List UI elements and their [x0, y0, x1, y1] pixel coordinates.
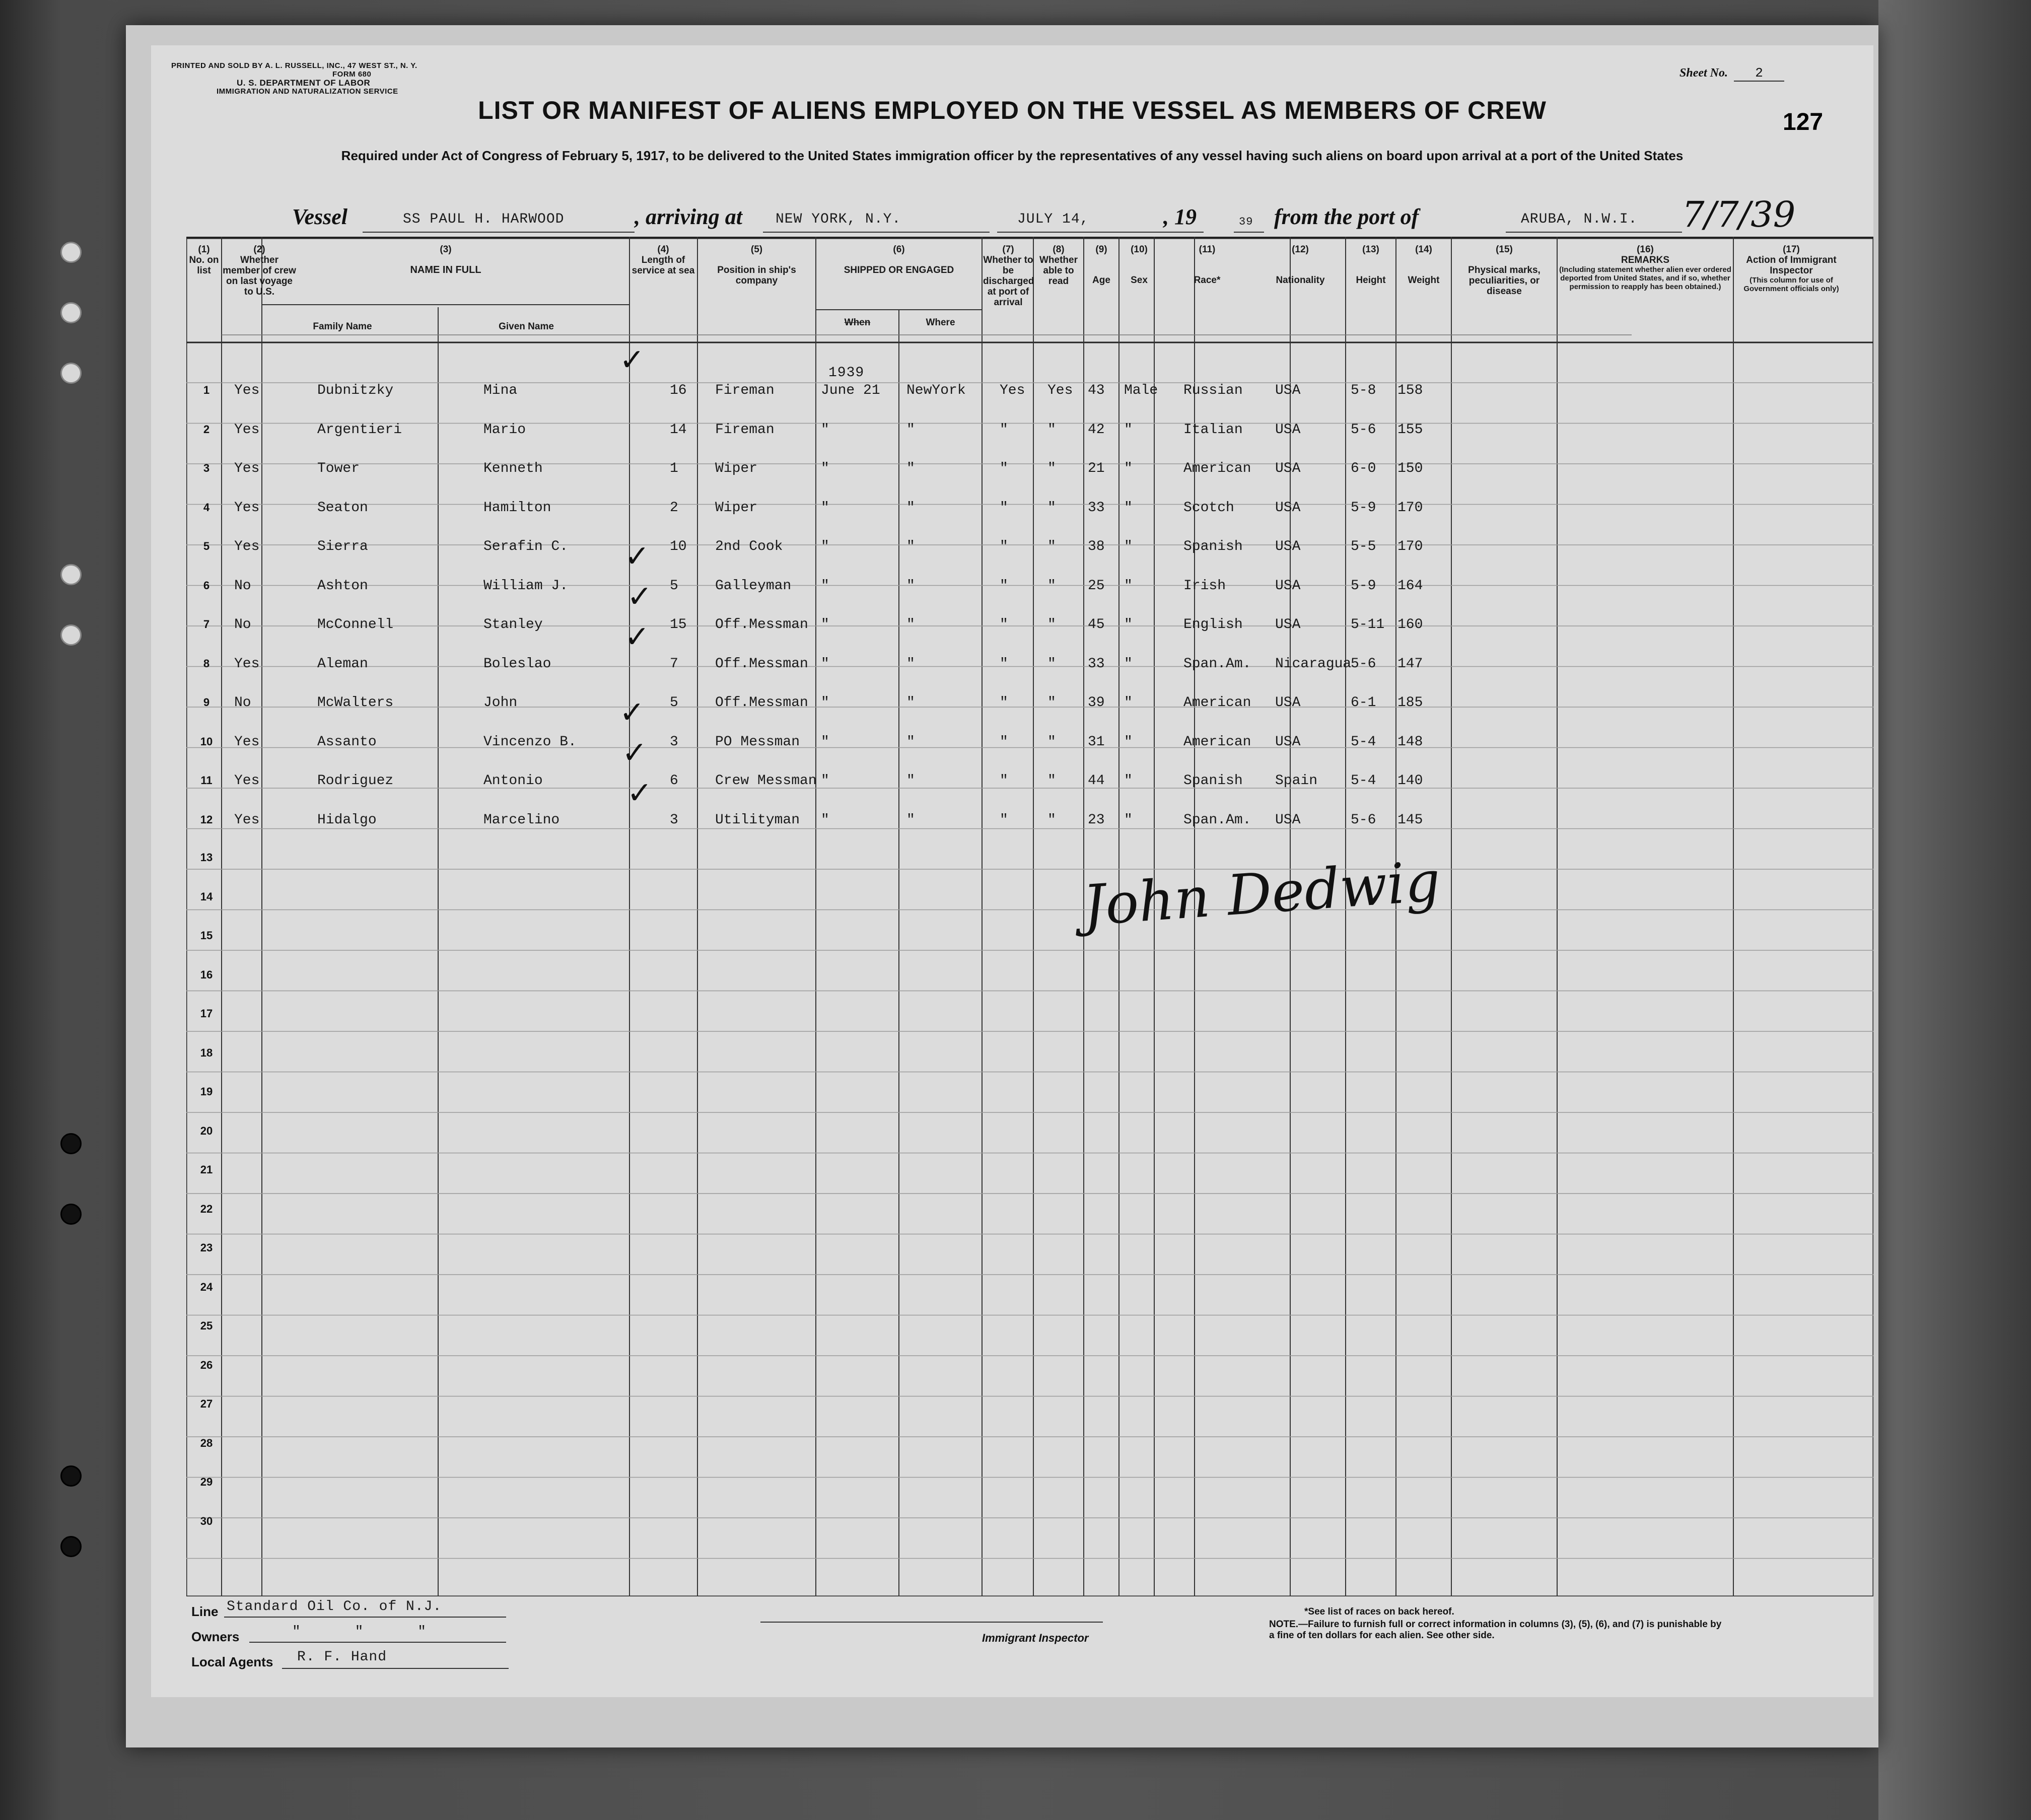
- nationality: USA: [1275, 383, 1301, 398]
- crew-on-last-voyage: Yes: [234, 539, 260, 554]
- length-of-service: 3: [670, 812, 678, 828]
- service-name: IMMIGRATION AND NATURALIZATION SERVICE: [217, 87, 398, 96]
- to-be-discharged: ": [1000, 734, 1008, 750]
- age: 45: [1088, 617, 1105, 633]
- length-of-service: 15: [670, 617, 687, 633]
- row-number: 6: [203, 579, 210, 592]
- height: 6-1: [1351, 695, 1376, 711]
- shipped-where: ": [906, 773, 915, 789]
- row-number: 1: [203, 384, 210, 396]
- length-of-service: 10: [670, 539, 687, 554]
- col-3-header: (3) NAME IN FULL: [410, 244, 481, 275]
- col-11-header: (11) Race*: [1194, 244, 1221, 286]
- to-be-discharged: ": [1000, 500, 1008, 516]
- given-name: Serafin C.: [483, 539, 569, 554]
- agents-value: R. F. Hand: [297, 1649, 387, 1665]
- given-name: Vincenzo B.: [483, 734, 577, 750]
- binder-hole: [60, 564, 82, 585]
- family-name-subheader: Family Name: [313, 321, 372, 332]
- shipped-where: ": [906, 617, 915, 633]
- able-to-read: ": [1047, 773, 1056, 789]
- sheet-number: 2: [1734, 65, 1784, 82]
- shipped-when: ": [821, 461, 829, 476]
- length-of-service: 16: [670, 383, 687, 398]
- weight: 148: [1397, 734, 1423, 750]
- shipped-when: ": [821, 422, 829, 438]
- row-number: 20: [200, 1124, 213, 1137]
- owners-value: " " ": [292, 1624, 427, 1640]
- given-name-subheader: Given Name: [499, 321, 554, 332]
- weight: 170: [1397, 500, 1423, 516]
- length-of-service: 6: [670, 773, 678, 789]
- col-2-header: (2) Whether member of crew on last voyage to U.S.: [223, 244, 296, 297]
- check-mark: ✓: [627, 579, 653, 614]
- sex: ": [1124, 617, 1133, 633]
- length-of-service: 1: [670, 461, 678, 476]
- binder-board: [1878, 0, 2031, 1820]
- nationality: USA: [1275, 461, 1301, 476]
- race: Irish: [1183, 578, 1226, 594]
- action-note: (This column for use of Government officials only): [1743, 276, 1839, 293]
- weight: 155: [1397, 422, 1423, 438]
- to-be-discharged: ": [1000, 695, 1008, 711]
- agents-label: Local Agents: [191, 1654, 273, 1669]
- able-to-read: ": [1047, 812, 1056, 828]
- col-13-header: (13) Height: [1356, 244, 1386, 286]
- age: 23: [1088, 812, 1105, 828]
- shipped-where: ": [906, 539, 915, 554]
- shipped-when: ": [821, 773, 829, 789]
- able-to-read: ": [1047, 578, 1056, 594]
- check-mark: ✓: [624, 539, 650, 574]
- race: Scotch: [1183, 500, 1234, 516]
- race: American: [1183, 461, 1251, 476]
- position: Wiper: [715, 500, 758, 516]
- col-1-header: (1) No. on list: [189, 244, 219, 276]
- col-17-header: (17) Action of Immigrant Inspector (This column for use of Government officials only): [1733, 244, 1849, 293]
- nationality: USA: [1275, 500, 1301, 516]
- arrival-date: JULY 14,: [1017, 212, 1089, 227]
- sex: ": [1124, 500, 1133, 516]
- weight: 147: [1397, 656, 1423, 672]
- shipped-when: ": [821, 617, 829, 633]
- sex: ": [1124, 773, 1133, 789]
- position: Off.Messman: [715, 656, 808, 672]
- printer-imprint: [171, 61, 417, 96]
- races-note: *See list of races on back hereof.: [1304, 1606, 1454, 1617]
- family-name: Ashton: [317, 578, 368, 594]
- sex: ": [1124, 656, 1133, 672]
- length-of-service: 2: [670, 500, 678, 516]
- row-number: 15: [200, 929, 213, 942]
- age: 44: [1088, 773, 1105, 789]
- binder-hole: [60, 624, 82, 646]
- weight: 185: [1397, 695, 1423, 711]
- col-10-header: (10) Sex: [1131, 244, 1148, 286]
- col-8-header: (8) Whether able to read: [1039, 244, 1078, 287]
- col-12-header: (12) Nationality: [1276, 244, 1325, 286]
- age: 42: [1088, 422, 1105, 438]
- position: Galleyman: [715, 578, 792, 594]
- col-4-header: (4) Length of service at sea: [632, 244, 695, 276]
- given-name: Marcelino: [483, 812, 560, 828]
- shipped-when: ": [821, 695, 829, 711]
- able-to-read: ": [1047, 656, 1056, 672]
- col-15-header: (15) Physical marks, peculiarities, or disease: [1468, 244, 1540, 297]
- department-name: U. S. DEPARTMENT OF LABOR: [237, 78, 371, 88]
- able-to-read: ": [1047, 422, 1056, 438]
- row-number: 18: [200, 1046, 213, 1059]
- position: Wiper: [715, 461, 758, 476]
- given-name: John: [483, 695, 518, 711]
- sex: ": [1124, 539, 1133, 554]
- crew-on-last-voyage: Yes: [234, 812, 260, 828]
- height: 5-5: [1351, 539, 1376, 554]
- row-number: 9: [203, 696, 210, 709]
- height: 5-6: [1351, 422, 1376, 438]
- position: Utilityman: [715, 812, 800, 828]
- row-number: 5: [203, 540, 210, 552]
- position: Crew Messman: [715, 773, 817, 789]
- given-name: Mina: [483, 383, 518, 398]
- shipped-when: ": [821, 578, 829, 594]
- row-number: 12: [200, 813, 213, 826]
- weight: 160: [1397, 617, 1423, 633]
- row-number: 4: [203, 501, 210, 514]
- sheet-label: Sheet No.: [1679, 66, 1728, 80]
- binder-hole: [60, 363, 82, 384]
- able-to-read: ": [1047, 617, 1056, 633]
- row-number: 13: [200, 851, 213, 864]
- race: English: [1183, 617, 1243, 633]
- to-be-discharged: ": [1000, 617, 1008, 633]
- position: Off.Messman: [715, 695, 808, 711]
- age: 43: [1088, 383, 1105, 398]
- handwritten-date: 7/7/39: [1682, 194, 1796, 235]
- check-mark: ✓: [627, 776, 653, 811]
- nationality: USA: [1275, 812, 1301, 828]
- nationality: USA: [1275, 422, 1301, 438]
- arrival-port: NEW YORK, N.Y.: [776, 212, 901, 227]
- col-7-header: (7) Whether to be discharged at port of arrival: [983, 244, 1034, 308]
- row-number: 25: [200, 1319, 213, 1332]
- col-6-header: (6) SHIPPED OR ENGAGED: [844, 244, 954, 275]
- given-name: William J.: [483, 578, 569, 594]
- given-name: Hamilton: [483, 500, 551, 516]
- given-name: Mario: [483, 422, 526, 438]
- binder-hole: [60, 1204, 82, 1225]
- height: 5-4: [1351, 734, 1376, 750]
- sex: ": [1124, 578, 1133, 594]
- shipped-where: ": [906, 422, 915, 438]
- nationality: USA: [1275, 617, 1301, 633]
- to-be-discharged: ": [1000, 578, 1008, 594]
- height: 5-9: [1351, 578, 1376, 594]
- race: Spanish: [1183, 539, 1243, 554]
- col-5-header: (5) Position in ship's company: [717, 244, 796, 286]
- sex: ": [1124, 695, 1133, 711]
- age: 33: [1088, 656, 1105, 672]
- race: Russian: [1183, 383, 1243, 398]
- race: Spanish: [1183, 773, 1243, 789]
- crew-on-last-voyage: No: [234, 578, 251, 594]
- height: 6-0: [1351, 461, 1376, 476]
- page-number: 127: [1783, 109, 1824, 135]
- row-number: 2: [203, 423, 210, 436]
- line-value: Standard Oil Co. of N.J.: [227, 1599, 442, 1615]
- shipped-where: ": [906, 578, 915, 594]
- to-be-discharged: ": [1000, 461, 1008, 476]
- row-number: 16: [200, 968, 213, 981]
- race: Span.Am.: [1183, 812, 1251, 828]
- length-of-service: 7: [670, 656, 678, 672]
- row-number: 22: [200, 1202, 213, 1215]
- shipped-when: ": [821, 539, 829, 554]
- sex: Male: [1124, 383, 1158, 398]
- given-name: Kenneth: [483, 461, 543, 476]
- departure-port: ARUBA, N.W.I.: [1521, 212, 1638, 227]
- family-name: Assanto: [317, 734, 377, 750]
- row-number: 30: [200, 1514, 213, 1527]
- nationality: Spain: [1275, 773, 1318, 789]
- height: 5-11: [1351, 617, 1385, 633]
- crew-on-last-voyage: Yes: [234, 734, 260, 750]
- form-subtitle: Required under Act of Congress of February 5, 1917, to be delivered to the United States immigration officer by the representatives of any vessel having such aliens on board upon arrival at a port of the United States: [341, 148, 1684, 163]
- weight: 145: [1397, 812, 1423, 828]
- shipped-where: ": [906, 812, 915, 828]
- age: 38: [1088, 539, 1105, 554]
- height: 5-4: [1351, 773, 1376, 789]
- position: Off.Messman: [715, 617, 808, 633]
- family-name: McWalters: [317, 695, 394, 711]
- owners-label: Owners: [191, 1629, 240, 1644]
- position: 2nd Cook: [715, 539, 783, 554]
- family-name: Argentieri: [317, 422, 402, 438]
- row-number: 11: [200, 774, 213, 787]
- row-number: 8: [203, 657, 210, 670]
- family-name: Seaton: [317, 500, 368, 516]
- check-mark: ✓: [622, 735, 648, 771]
- sex: ": [1124, 734, 1133, 750]
- binder-hole: [60, 242, 82, 263]
- where-subheader: Where: [926, 317, 955, 328]
- age: 31: [1088, 734, 1105, 750]
- shipped-where: ": [906, 500, 915, 516]
- crew-on-last-voyage: Yes: [234, 422, 260, 438]
- form-title: LIST OR MANIFEST OF ALIENS EMPLOYED ON THE VESSEL AS MEMBERS OF CREW: [478, 96, 1547, 124]
- able-to-read: Yes: [1047, 383, 1073, 398]
- nationality: Nicaragua: [1275, 656, 1352, 672]
- manifest-form: [151, 45, 1873, 1697]
- shipped-when: ": [821, 812, 829, 828]
- crew-on-last-voyage: Yes: [234, 500, 260, 516]
- inspector-label: Immigrant Inspector: [982, 1632, 1089, 1644]
- row-number: 24: [200, 1280, 213, 1293]
- race: Italian: [1183, 422, 1243, 438]
- given-name: Stanley: [483, 617, 543, 633]
- binder-hole: [60, 1133, 82, 1154]
- to-be-discharged: ": [1000, 422, 1008, 438]
- shipped-when: ": [821, 656, 829, 672]
- position: PO Messman: [715, 734, 800, 750]
- family-name: McConnell: [317, 617, 394, 633]
- age: 33: [1088, 500, 1105, 516]
- to-be-discharged: ": [1000, 773, 1008, 789]
- vessel-label: Vessel: [292, 204, 347, 229]
- col-14-header: (14) Weight: [1408, 244, 1440, 286]
- length-of-service: 5: [670, 695, 678, 711]
- race: American: [1183, 734, 1251, 750]
- sex: ": [1124, 812, 1133, 828]
- arrival-year: 39: [1239, 216, 1253, 228]
- penalty-note: NOTE.—Failure to furnish full or correct information in columns (3), (5), (6), and (7) is punishable by a fine of ten dollars for each alien. See other side.: [1269, 1619, 1722, 1641]
- crew-on-last-voyage: Yes: [234, 656, 260, 672]
- family-name: Dubnitzky: [317, 383, 394, 398]
- weight: 140: [1397, 773, 1423, 789]
- shipped-where: ": [906, 734, 915, 750]
- remarks-note: (Including statement whether alien ever ordered deported from United States, and if so, whether permission to reapply has been obtained.): [1559, 265, 1731, 291]
- check-mark: ✓: [619, 695, 645, 730]
- to-be-discharged: Yes: [1000, 383, 1025, 398]
- able-to-read: ": [1047, 695, 1056, 711]
- race: Span.Am.: [1183, 656, 1251, 672]
- col-16-header: (16) REMARKS (Including statement whether alien ever ordered deported from United States, and if so, whether permission to reapply has been obtained.): [1557, 244, 1733, 291]
- row-number: 19: [200, 1085, 213, 1098]
- printer-line: PRINTED AND SOLD BY A. L. RUSSELL, INC., 47 WEST ST., N. Y.: [171, 61, 417, 70]
- form-number: FORM 680: [332, 70, 372, 79]
- shipped-when: ": [821, 500, 829, 516]
- shipped-where: ": [906, 656, 915, 672]
- row-number: 27: [200, 1397, 213, 1410]
- height: 5-6: [1351, 656, 1376, 672]
- length-of-service: 5: [670, 578, 678, 594]
- nationality: USA: [1275, 539, 1301, 554]
- when-subheader: When: [844, 317, 871, 328]
- row-number: 23: [200, 1241, 213, 1254]
- length-of-service: 14: [670, 422, 687, 438]
- position: Fireman: [715, 383, 775, 398]
- family-name: Tower: [317, 461, 360, 476]
- height: 5-8: [1351, 383, 1376, 398]
- age: 39: [1088, 695, 1105, 711]
- family-name: Aleman: [317, 656, 368, 672]
- given-name: Antonio: [483, 773, 543, 789]
- able-to-read: ": [1047, 500, 1056, 516]
- shipped-where: ": [906, 461, 915, 476]
- shipped-when: June 21: [821, 383, 880, 398]
- able-to-read: ": [1047, 734, 1056, 750]
- row-number: 10: [200, 735, 213, 748]
- able-to-read: ": [1047, 539, 1056, 554]
- family-name: Rodriguez: [317, 773, 394, 789]
- weight: 170: [1397, 539, 1423, 554]
- line-label: Line: [191, 1604, 219, 1619]
- row-number: 28: [200, 1436, 213, 1449]
- family-name: Hidalgo: [317, 812, 377, 828]
- given-name: Boleslao: [483, 656, 551, 672]
- crew-on-last-voyage: Yes: [234, 461, 260, 476]
- crew-on-last-voyage: Yes: [234, 383, 260, 398]
- inspector-signature: John Dedwig: [1081, 849, 1443, 938]
- sex: ": [1124, 461, 1133, 476]
- check-mark: ✓: [619, 342, 645, 378]
- binder-hole: [60, 302, 82, 323]
- from-port-label: from the port of: [1274, 204, 1419, 229]
- weight: 164: [1397, 578, 1423, 594]
- position: Fireman: [715, 422, 775, 438]
- row-number: 17: [200, 1007, 213, 1020]
- to-be-discharged: ": [1000, 656, 1008, 672]
- binder-hole: [60, 1465, 82, 1487]
- age: 25: [1088, 578, 1105, 594]
- height: 5-6: [1351, 812, 1376, 828]
- crew-on-last-voyage: Yes: [234, 773, 260, 789]
- weight: 158: [1397, 383, 1423, 398]
- to-be-discharged: ": [1000, 812, 1008, 828]
- vessel-name: SS PAUL H. HARWOOD: [403, 212, 565, 227]
- able-to-read: ": [1047, 461, 1056, 476]
- nationality: USA: [1275, 695, 1301, 711]
- height: 5-9: [1351, 500, 1376, 516]
- manifest-grid: [186, 237, 1873, 1596]
- arriving-label: , arriving at: [635, 204, 742, 229]
- row-number: 14: [200, 890, 213, 903]
- length-of-service: 3: [670, 734, 678, 750]
- row-number: 26: [200, 1358, 213, 1371]
- row-number: 21: [200, 1163, 213, 1176]
- crew-on-last-voyage: No: [234, 695, 251, 711]
- nationality: USA: [1275, 578, 1301, 594]
- shipped-where: NewYork: [906, 383, 966, 398]
- crew-on-last-voyage: No: [234, 617, 251, 633]
- nationality: USA: [1275, 734, 1301, 750]
- age: 21: [1088, 461, 1105, 476]
- row-number: 29: [200, 1476, 213, 1488]
- to-be-discharged: ": [1000, 539, 1008, 554]
- year-prefix: , 19: [1163, 204, 1197, 229]
- binder-hole: [60, 1536, 82, 1557]
- check-mark: ✓: [624, 619, 650, 655]
- row-number: 3: [203, 462, 210, 474]
- race: American: [1183, 695, 1251, 711]
- row-number: 7: [203, 618, 210, 631]
- year-written: 1939: [828, 365, 865, 381]
- sheet-number-block: [1679, 65, 1784, 82]
- sex: ": [1124, 422, 1133, 438]
- shipped-when: ": [821, 734, 829, 750]
- col-9-header: (9) Age: [1092, 244, 1110, 286]
- weight: 150: [1397, 461, 1423, 476]
- family-name: Sierra: [317, 539, 368, 554]
- shipped-where: ": [906, 695, 915, 711]
